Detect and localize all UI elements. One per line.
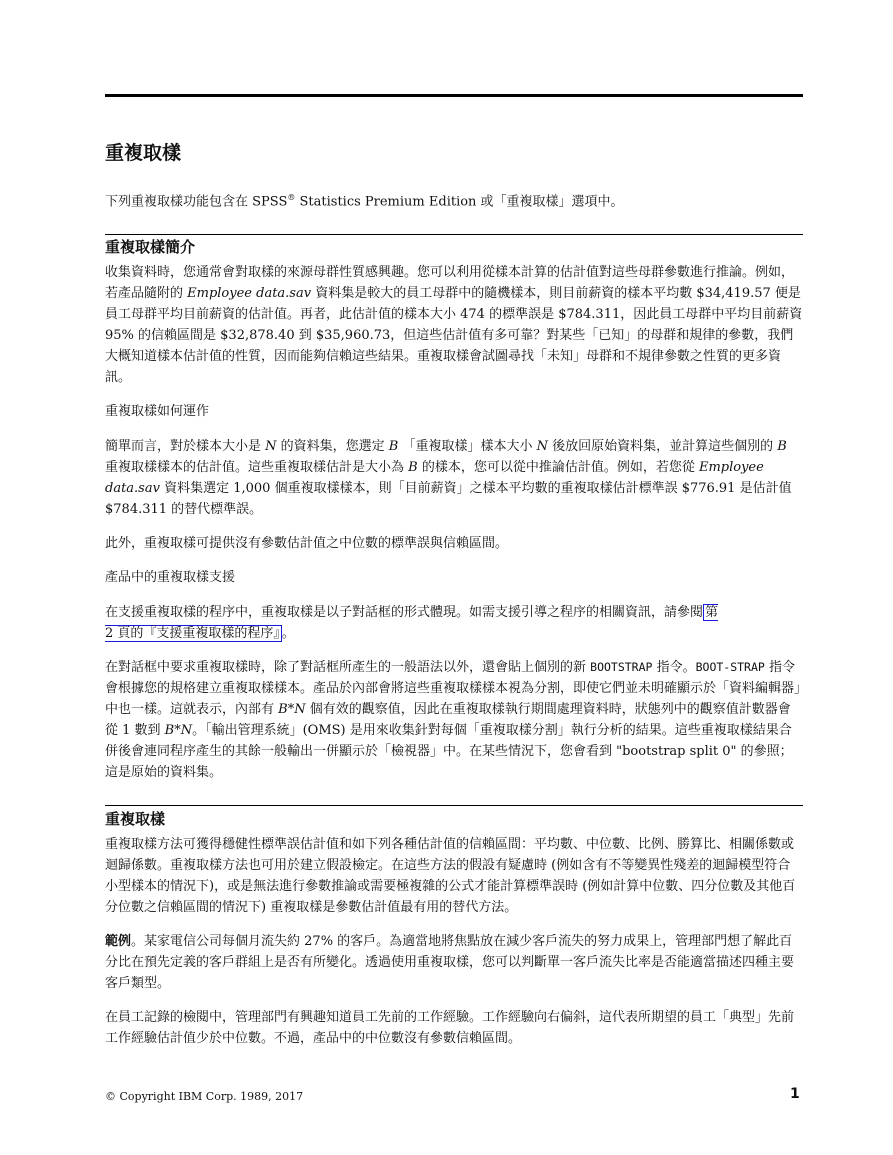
file-name: Employee data.sav bbox=[105, 460, 764, 496]
section-rule bbox=[105, 805, 803, 806]
subheading-how-it-works: 重複取樣如何運作 bbox=[105, 404, 210, 419]
command-name: BOOT-STRAP bbox=[695, 660, 765, 674]
median-paragraph: 此外，重複取樣可提供沒有參數估計值之中位數的標準誤與信賴區間。 bbox=[105, 536, 509, 551]
command-name: BOOTSTRAP bbox=[590, 660, 653, 674]
copyright-text: © Copyright IBM Corp. 1989, 2017 bbox=[105, 1090, 304, 1103]
experience-paragraph: 在員工記錄的檢閱中，管理部門有興趣知道員工先前的工作經驗。工作經驗向右偏斜，這代表所期望的員工「典型」先前工作經驗估計值少於中位數。不過，產品中的中位數沒有參數信賴區間。 bbox=[105, 1010, 795, 1046]
support-paragraph: 在支援重複取樣的程序中，重複取樣是以子對話框的形式體現。如需支援引導之程序的相關資訊，請參閱 第 2 頁的『支援重複取樣的程序』 。 bbox=[105, 605, 719, 641]
bootstrap-command-paragraph: 在對話框中要求重複取樣時，除了對話框所產生的一般語法以外，還會貼上個別的新 BOOTSTRAP 指令。BOOT-STRAP 指令會根據您的規格建立重複取樣樣本。產品於內部會將這些重複取樣樣本視為分割，即使它們並未明確顯示於「資料編輯器」中也一樣。這就表示，內部有 B*N 個有效的觀察值，因此在重複取樣執行期間處理資料時，狀態列中的觀察值計數器會從 1 數到 B*N。「輸出管理系統」(OMS) 是用來收集針對每個「重複取樣分割」執行分析的結果。這些重複取樣結果合併後會連同程序產生的其餘一般輸出一併顯示於「檢視器」中。在某些情況下，您會看到 "bootstrap split 0" 的參照；這是原始的資料集。 bbox=[105, 660, 801, 780]
intro-paragraph: 下列重複取樣功能包含在 SPSS® Statistics Premium Edition 或「重複取樣」選項中。 bbox=[105, 193, 624, 210]
how-it-works-paragraph: 簡單而言，對於樣本大小是 N 的資料集，您選定 B 「重複取樣」樣本大小 N 後放回原始資料集，並計算這些個別的 B 重複取樣樣本的估計值。這些重複取樣估計是大小為 B 的樣本，您可以從中推論估計值。例如，若您從 Employee data.sav 資料集選定 1,000 個重複取樣樣本，則「目前薪資」之樣本平均數的重複取樣估計標準誤 $776.91 是估計值 $784.311 的替代標準誤。 bbox=[105, 439, 792, 517]
methods-paragraph: 重複取樣方法可獲得穩健性標準誤估計值和如下列各種估計值的信賴區間：平均數、中位數、比例、勝算比、相關係數或迴歸係數。重複取樣方法也可用於建立假設檢定。在這些方法的假設有疑慮時 (例如含有不等變異性殘差的迴歸模型符合小型樣本的情況下)，或是無法進行參數推論或需要極複雜的公式才能計算標準誤時 (例如計算中位數、四分位數及其他百分位數之信賴區間的情況下) 重複取樣是參數估計值最有用的替代方法。 bbox=[105, 837, 796, 915]
section-rule bbox=[105, 234, 803, 235]
page-number: 1 bbox=[790, 1086, 800, 1102]
example-label: 範例 bbox=[105, 934, 132, 949]
registered-mark: ® bbox=[287, 193, 296, 202]
procedures-link[interactable]: 第 2 頁的『支援重複取樣的程序』 bbox=[105, 605, 719, 641]
file-name: Employee data.sav bbox=[187, 286, 312, 301]
page-title: 重複取樣 bbox=[105, 142, 182, 164]
intro-body-paragraph: 收集資料時，您通常會對取樣的來源母群性質感興趣。您可以利用從樣本計算的估計值對這些母群參數進行推論。例如，若產品隨附的 Employee data.sav 資料集是較大的員工母群中的隨機樣本，則目前薪資的樣本平均數 $34,419.57 便是員工母群平均目前薪資的估計值。再者，此估計值的樣本大小 474 的標準誤是 $784.311，因此員工母群中平均目前薪資 95% 的信賴區間是 $32,878.40 到 $35,960.73，但這些估計值有多可靠？對某些「已知」的母群和規律的參數，我們大概知道樣本估計值的性質，因而能夠信賴這些結果。重複取樣會試圖尋找「未知」母群和不規律參數之性質的更多資訊。 bbox=[105, 265, 803, 385]
section-title-intro: 重複取樣簡介 bbox=[105, 238, 196, 256]
top-rule bbox=[105, 94, 803, 97]
subheading-product-support: 產品中的重複取樣支援 bbox=[105, 570, 236, 585]
example-paragraph: 範例。某家電信公司每個月流失約 27% 的客戶。為適當地將焦點放在減少客戶流失的努力成果上，管理部門想了解此百分比在預先定義的客戶群組上是否有所變化。透過使用重複取樣，您可以判斷單一客戶流失比率是否能適當描述四種主要客戶類型。 bbox=[105, 934, 795, 991]
section-title-bootstrapping: 重複取樣 bbox=[105, 810, 166, 828]
